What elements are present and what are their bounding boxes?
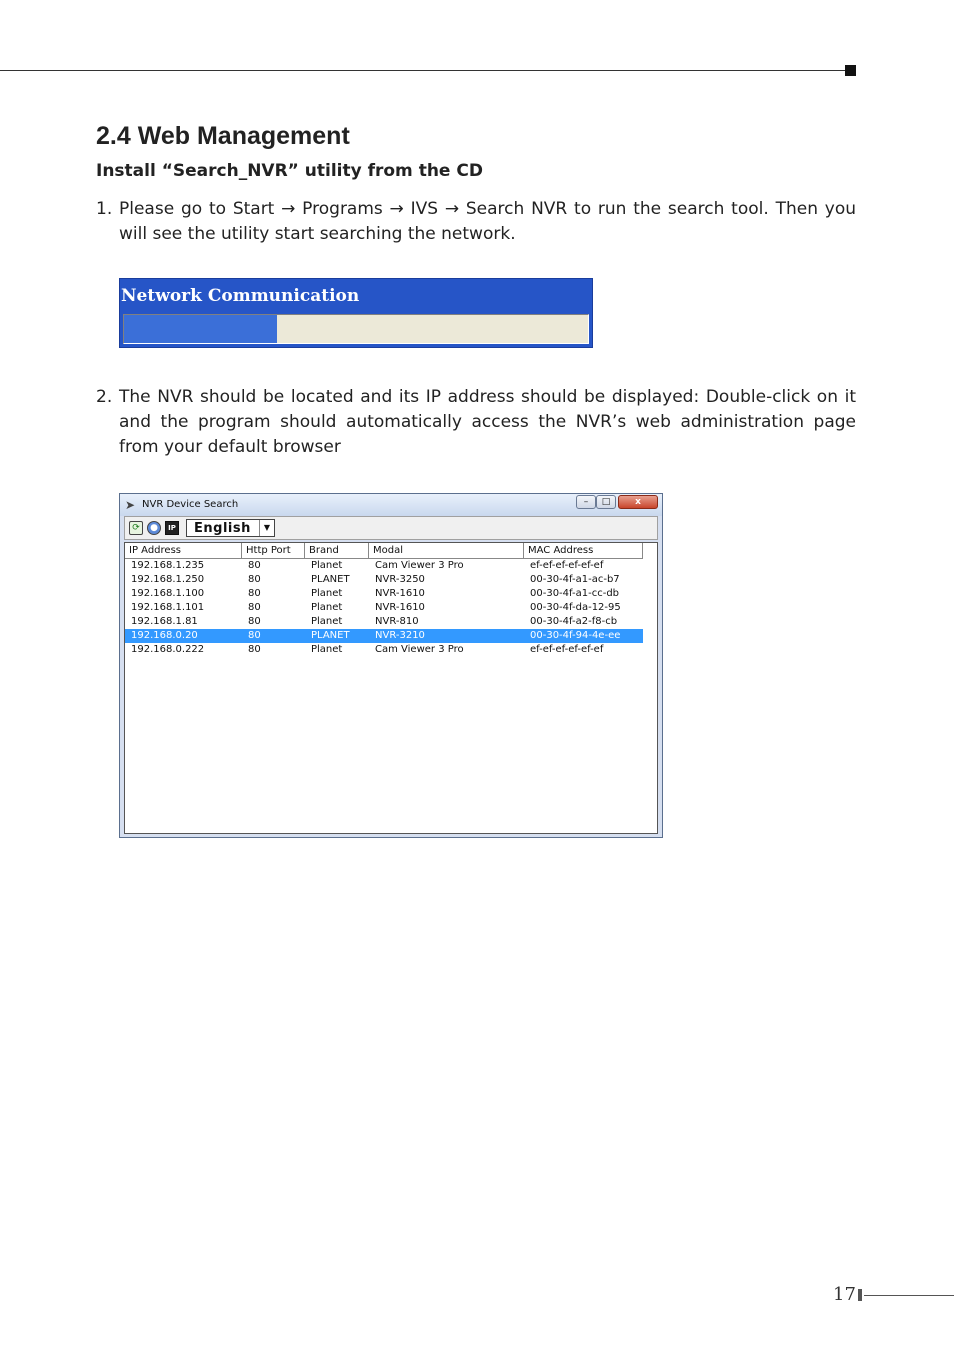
table-row[interactable] bbox=[125, 573, 643, 587]
step-number: 2. bbox=[96, 387, 113, 407]
window-title: NVR Device Search bbox=[142, 499, 239, 510]
minimize-button[interactable]: – bbox=[576, 495, 596, 509]
network-communication-dialog bbox=[119, 278, 593, 348]
header-rule bbox=[0, 70, 846, 71]
table-cell: 00-30-4f-94-4e-ee bbox=[530, 630, 621, 641]
table-row[interactable] bbox=[125, 559, 643, 573]
progress-fill bbox=[124, 315, 277, 343]
table-cell: 192.168.1.81 bbox=[131, 616, 198, 627]
language-select[interactable] bbox=[186, 519, 275, 537]
toolbar bbox=[124, 516, 658, 540]
table-cell: 192.168.1.101 bbox=[131, 602, 205, 613]
table-cell: PLANET bbox=[311, 630, 350, 641]
table-cell: Cam Viewer 3 Pro bbox=[375, 560, 464, 571]
table-cell: NVR-810 bbox=[375, 616, 419, 627]
table-cell: NVR-3210 bbox=[375, 630, 425, 641]
table-row[interactable] bbox=[125, 615, 643, 629]
page-number: 17 bbox=[833, 1284, 856, 1305]
table-cell: Planet bbox=[311, 588, 343, 599]
table-cell: Planet bbox=[311, 602, 343, 613]
ip-icon[interactable]: IP bbox=[165, 521, 179, 535]
table-cell: 00-30-4f-a1-ac-b7 bbox=[530, 574, 620, 585]
step-text: The NVR should be located and its IP address should be displayed: Double-click on it and the program should automatically access the NVR’s web administration page from your default browser bbox=[119, 387, 856, 457]
column-header-mac[interactable]: MAC Address bbox=[524, 543, 643, 558]
table-cell: 80 bbox=[248, 644, 261, 655]
table-cell: 80 bbox=[248, 574, 261, 585]
close-button[interactable]: x bbox=[618, 495, 658, 509]
table-cell: 00-30-4f-a2-f8-cb bbox=[530, 616, 618, 627]
language-value: English bbox=[194, 521, 251, 536]
chevron-down-icon[interactable]: ▼ bbox=[259, 520, 274, 536]
table-cell: 00-30-4f-a1-cc-db bbox=[530, 588, 620, 599]
refresh-icon[interactable]: ⟳ bbox=[129, 521, 143, 535]
table-row[interactable] bbox=[125, 587, 643, 601]
table-cell: Cam Viewer 3 Pro bbox=[375, 644, 464, 655]
table-cell: 00-30-4f-da-12-95 bbox=[530, 602, 621, 613]
footer-mark bbox=[858, 1289, 862, 1301]
title-bar[interactable] bbox=[120, 494, 662, 516]
device-list[interactable] bbox=[124, 542, 658, 834]
table-cell: Planet bbox=[311, 616, 343, 627]
table-row[interactable] bbox=[125, 643, 643, 657]
table-row[interactable] bbox=[125, 629, 643, 643]
table-cell: 192.168.0.222 bbox=[131, 644, 205, 655]
table-cell: 192.168.1.250 bbox=[131, 574, 205, 585]
section-subheading: Install “Search_NVR” utility from the CD bbox=[96, 161, 483, 181]
table-cell: 192.168.1.235 bbox=[131, 560, 205, 571]
column-header-model[interactable]: Modal bbox=[369, 543, 524, 558]
table-cell: Planet bbox=[311, 644, 343, 655]
table-cell: ef-ef-ef-ef-ef-ef bbox=[530, 560, 604, 571]
maximize-button[interactable]: □ bbox=[596, 495, 616, 509]
column-header-ip[interactable]: IP Address bbox=[125, 543, 242, 558]
column-header-port[interactable]: Http Port bbox=[242, 543, 305, 558]
column-header-brand[interactable]: Brand bbox=[305, 543, 369, 558]
dialog-title: Network Communication bbox=[121, 286, 360, 306]
table-cell: NVR-1610 bbox=[375, 588, 425, 599]
table-cell: 80 bbox=[248, 630, 261, 641]
step-text: Please go to Start → Programs → IVS → Search NVR to run the search tool. Then you will see the utility start searching the network. bbox=[119, 199, 856, 244]
list-header bbox=[125, 543, 643, 559]
progress-bar bbox=[123, 314, 589, 344]
nvr-device-search-window bbox=[119, 493, 663, 838]
globe-icon[interactable]: ● bbox=[147, 521, 161, 535]
table-cell: PLANET bbox=[311, 574, 350, 585]
table-cell: 80 bbox=[248, 602, 261, 613]
table-cell: ef-ef-ef-ef-ef-ef bbox=[530, 644, 604, 655]
table-cell: 80 bbox=[248, 616, 261, 627]
table-cell: 192.168.0.20 bbox=[131, 630, 198, 641]
footer-rule bbox=[864, 1295, 954, 1296]
table-cell: 80 bbox=[248, 560, 261, 571]
table-cell: Planet bbox=[311, 560, 343, 571]
table-row[interactable] bbox=[125, 601, 643, 615]
table-cell: 80 bbox=[248, 588, 261, 599]
step-number: 1. bbox=[96, 199, 113, 219]
header-square bbox=[845, 65, 856, 76]
step-2 bbox=[96, 385, 856, 460]
table-cell: NVR-3250 bbox=[375, 574, 425, 585]
table-cell: NVR-1610 bbox=[375, 602, 425, 613]
step-1 bbox=[96, 197, 856, 247]
section-heading: 2.4 Web Management bbox=[96, 122, 350, 150]
app-icon: ➤ bbox=[125, 498, 136, 512]
table-cell: 192.168.1.100 bbox=[131, 588, 205, 599]
